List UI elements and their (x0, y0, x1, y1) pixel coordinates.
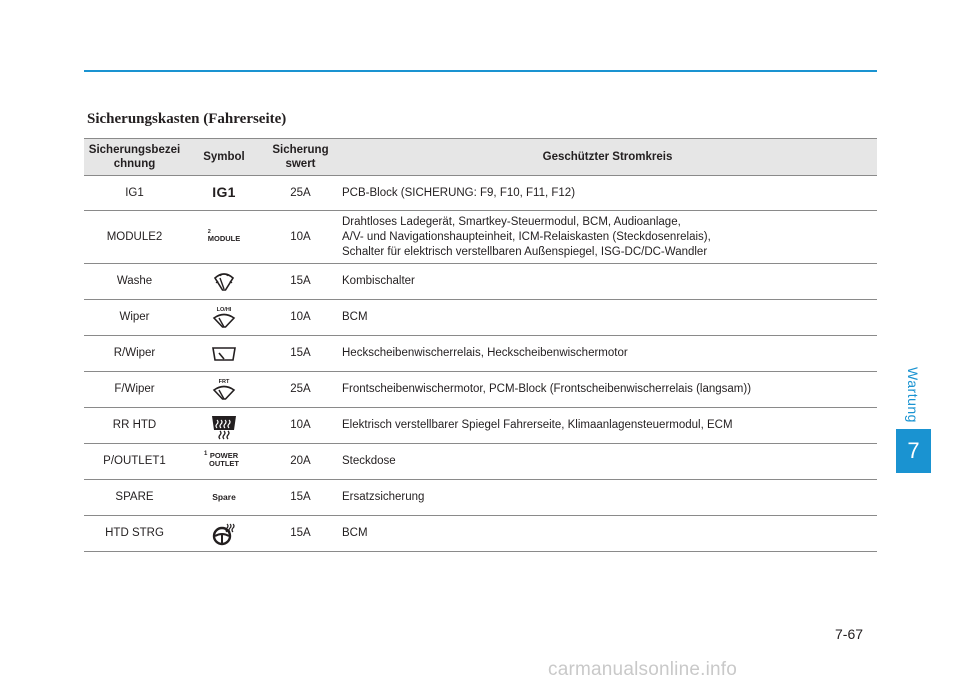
symbol-index: 1 (204, 451, 208, 457)
table-row (84, 176, 877, 211)
fuse-circuit (338, 176, 877, 211)
side-tab-label (893, 365, 933, 425)
circuit-line: Steckdose (342, 455, 396, 467)
fuse-rating: 10A (263, 300, 338, 336)
fuse-name: Washe (84, 264, 185, 300)
fuse-symbol (185, 480, 263, 516)
table-header-row (84, 139, 877, 176)
circuit-line: Frontscheibenwischermotor, PCM-Block (Frontscheibenwischerrelais (langsam)) (342, 383, 752, 395)
fuse-rating: 10A (263, 408, 338, 444)
front-wiper-icon (212, 379, 236, 401)
table-row (84, 372, 877, 408)
fuse-symbol (185, 211, 263, 264)
table-row (84, 211, 877, 264)
fuse-name: P/OUTLET1 (84, 444, 185, 480)
chapter-number-badge (896, 429, 931, 473)
fuse-circuit (338, 300, 877, 336)
power-outlet-text-icon (204, 451, 239, 468)
fuse-circuit (338, 480, 877, 516)
section-title: Sicherungskasten (Fahrerseite) (87, 111, 287, 127)
fuse-symbol (185, 372, 263, 408)
fuse-name: HTD STRG (84, 516, 185, 552)
circuit-line: Schalter für elektrisch verstellbaren Außenspiegel, ISG-DC/DC-Wandler (342, 245, 708, 258)
fuse-circuit (338, 211, 877, 264)
symbol-label: MODULE (207, 233, 241, 243)
wiper-icon (212, 307, 236, 329)
page-number: 7-67 (835, 626, 864, 642)
circuit-line: A/V- und Navigationshaupteinheit, ICM-Relaiskasten (Steckdosenrelais), (342, 230, 711, 243)
table-row (84, 300, 877, 336)
symbol-label: FRT (218, 378, 230, 385)
fuse-rating: 15A (263, 336, 338, 372)
fuse-name: SPARE (84, 480, 185, 516)
fuse-symbol (185, 264, 263, 300)
fuse-circuit (338, 444, 877, 480)
fuse-symbol (185, 408, 263, 444)
table-row (84, 480, 877, 516)
fuse-name: Wiper (84, 300, 185, 336)
fuse-rating: 15A (263, 516, 338, 552)
table-row (84, 408, 877, 444)
fuse-name: RR HTD (84, 408, 185, 444)
fuse-name: F/Wiper (84, 372, 185, 408)
rear-wiper-icon (211, 344, 237, 364)
chapter-name: Wartung (905, 367, 922, 423)
symbol-label-line1: POWER (209, 451, 239, 460)
fuse-symbol (185, 336, 263, 372)
fuse-rating: 15A (263, 264, 338, 300)
fuse-symbol (185, 516, 263, 552)
circuit-line: Drahtloses Ladegerät, Smartkey-Steuermodul, BCM, Audioanlage, (342, 215, 681, 228)
table-row (84, 444, 877, 480)
fuse-symbol (185, 300, 263, 336)
symbol-label: LO/HI (216, 306, 232, 313)
table-row (84, 516, 877, 552)
table-row (84, 264, 877, 300)
circuit-line: Kombischalter (342, 275, 415, 287)
ig1-text-icon: IG1 (212, 183, 236, 200)
module-text-icon (208, 229, 241, 243)
circuit-line: BCM (342, 311, 368, 323)
spare-text-icon: Spare (212, 492, 236, 502)
fuse-rating: 25A (263, 176, 338, 211)
fuse-rating: 10A (263, 211, 338, 264)
fuse-symbol (185, 176, 263, 211)
column-header-circuit: Geschützter Stromkreis (338, 139, 877, 176)
circuit-line: Heckscheibenwischerrelais, Heckscheibenwischermotor (342, 347, 628, 359)
fuse-circuit (338, 516, 877, 552)
heated-steering-icon (212, 522, 236, 546)
circuit-line: Ersatzsicherung (342, 491, 425, 503)
fuse-circuit (338, 372, 877, 408)
fuse-table (84, 138, 877, 552)
symbol-label-line2: OUTLET (209, 459, 239, 468)
fuse-circuit (338, 264, 877, 300)
fuse-name: MODULE2 (84, 211, 185, 264)
column-header-fuse-name: Sicherungsbezei chnung (84, 139, 185, 176)
watermark: carmanualsonline.info (548, 659, 738, 680)
fuse-circuit (338, 408, 877, 444)
fuse-rating: 20A (263, 444, 338, 480)
rear-defrost-icon (209, 412, 239, 440)
top-rule (84, 70, 877, 72)
fuse-name: R/Wiper (84, 336, 185, 372)
washer-icon (212, 271, 236, 293)
fuse-symbol (185, 444, 263, 480)
symbol-index: 2 (207, 228, 211, 235)
table-row (84, 336, 877, 372)
fuse-rating: 25A (263, 372, 338, 408)
circuit-line: PCB-Block (SICHERUNG: F9, F10, F11, F12) (342, 186, 576, 199)
chapter-number: 7 (907, 438, 920, 463)
circuit-line: BCM (342, 527, 368, 539)
column-header-rating: Sicherung swert (263, 139, 338, 176)
circuit-line: Elektrisch verstellbarer Spiegel Fahrerseite, Klimaanlagensteuermodul, ECM (342, 419, 733, 431)
fuse-name: IG1 (84, 176, 185, 211)
fuse-rating: 15A (263, 480, 338, 516)
fuse-circuit (338, 336, 877, 372)
column-header-symbol: Symbol (185, 139, 263, 176)
